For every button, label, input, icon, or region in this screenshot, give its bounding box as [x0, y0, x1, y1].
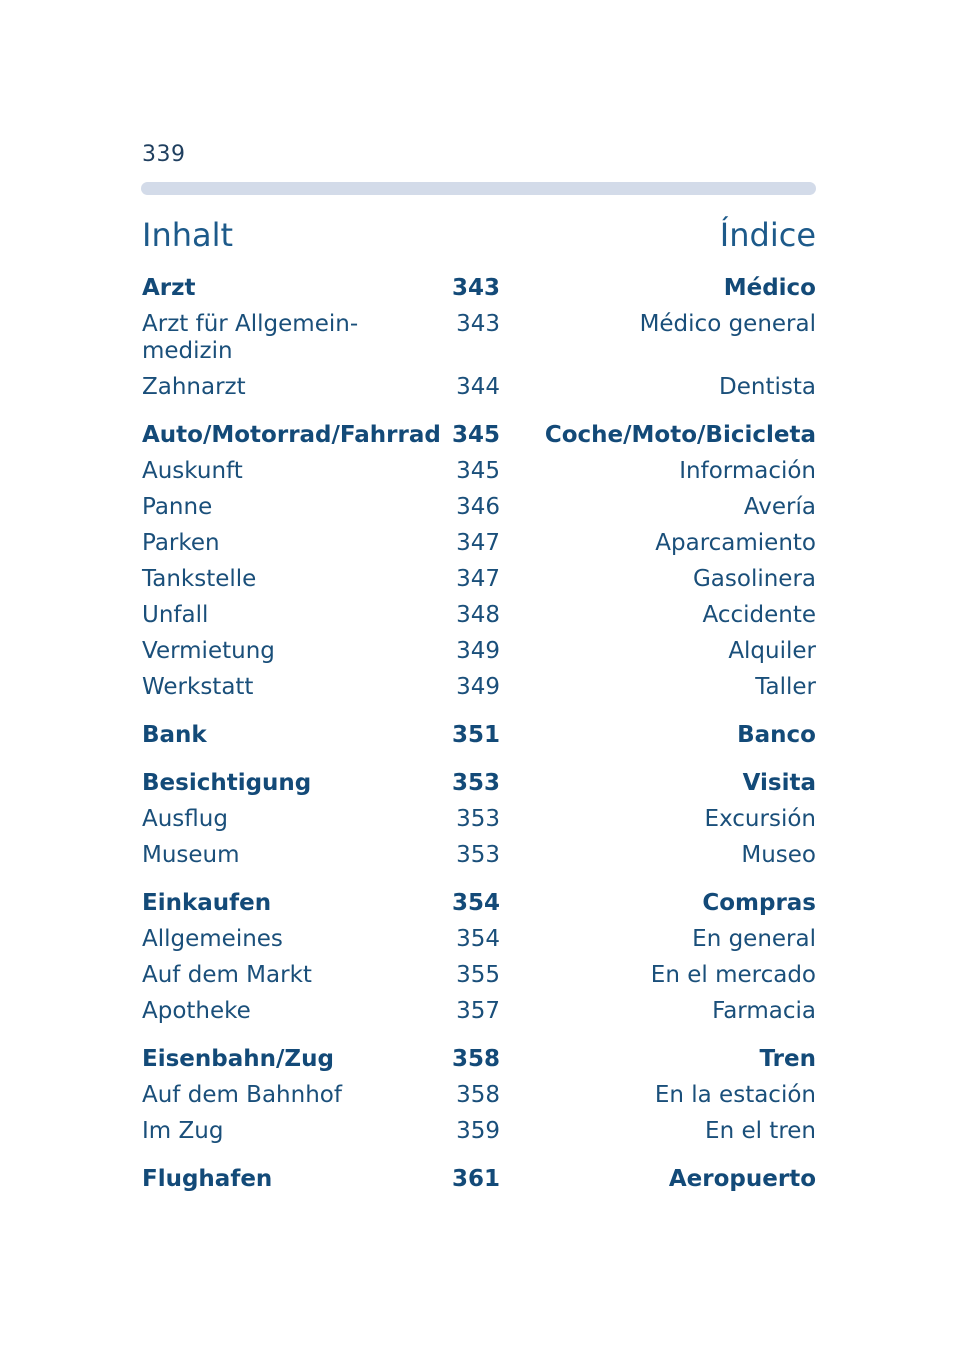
- entry-page-number: 358: [456, 1082, 500, 1108]
- entry-spanish: Aeropuerto: [668, 1166, 816, 1192]
- entry-spanish: Banco: [737, 722, 816, 748]
- header-rule: [141, 182, 816, 195]
- entry-spanish: Museo: [741, 842, 816, 868]
- entry-german: Auto/Motorrad/Fahrrad: [142, 422, 441, 448]
- toc-entry: [142, 311, 816, 374]
- entry-page-number: 348: [456, 602, 500, 628]
- entry-spanish: Avería: [743, 494, 816, 520]
- entry-spanish: Información: [679, 458, 816, 484]
- entry-german: Museum: [142, 842, 240, 868]
- entry-page-number: 346: [456, 494, 500, 520]
- toc-entry: [142, 926, 816, 962]
- entry-page-number: 345: [456, 458, 500, 484]
- toc-section: [142, 722, 816, 758]
- toc-entry: [142, 638, 816, 674]
- entry-german: Unfall: [142, 602, 209, 628]
- entry-german: Eisenbahn/Zug: [142, 1046, 334, 1072]
- toc-section-heading: [142, 275, 816, 311]
- entry-german: Einkaufen: [142, 890, 272, 916]
- table-of-contents: [142, 275, 816, 1214]
- toc-entry: [142, 674, 816, 710]
- heading-german: Inhalt: [142, 216, 234, 254]
- entry-page-number: 354: [451, 890, 500, 916]
- entry-german: Im Zug: [142, 1118, 224, 1144]
- entry-spanish: En la estación: [654, 1082, 816, 1108]
- entry-spanish: Taller: [755, 674, 816, 700]
- entry-spanish: Tren: [759, 1046, 816, 1072]
- toc-entry: [142, 998, 816, 1034]
- toc-entry: [142, 1118, 816, 1154]
- entry-spanish: Farmacia: [712, 998, 816, 1024]
- entry-german: Zahnarzt: [142, 374, 246, 400]
- entry-spanish: En el tren: [705, 1118, 816, 1144]
- toc-entry: [142, 602, 816, 638]
- toc-entry: [142, 962, 816, 998]
- entry-page-number: 361: [451, 1166, 500, 1192]
- entry-page-number: 354: [456, 926, 500, 952]
- entry-page-number: 355: [456, 962, 500, 988]
- toc-section: [142, 1166, 816, 1202]
- entry-german: Panne: [142, 494, 213, 520]
- toc-section: [142, 275, 816, 410]
- toc-entry: [142, 458, 816, 494]
- entry-spanish: Médico general: [639, 311, 816, 337]
- entry-german: Arzt: [142, 275, 196, 301]
- entry-page-number: 353: [456, 842, 500, 868]
- toc-entry: [142, 530, 816, 566]
- entry-german: Bank: [142, 722, 207, 748]
- toc-section: [142, 422, 816, 710]
- toc-section: [142, 1046, 816, 1154]
- entry-spanish: Compras: [702, 890, 816, 916]
- entry-german: Besichtigung: [142, 770, 312, 796]
- toc-section: [142, 770, 816, 878]
- toc-entry: [142, 374, 816, 410]
- entry-spanish: En general: [692, 926, 816, 952]
- entry-german: Vermietung: [142, 638, 275, 664]
- entry-spanish: Dentista: [719, 374, 816, 400]
- entry-spanish: Gasolinera: [692, 566, 816, 592]
- entry-german: Werkstatt: [142, 674, 254, 700]
- entry-spanish: Visita: [742, 770, 816, 796]
- toc-entry: [142, 806, 816, 842]
- toc-section-heading: [142, 1166, 816, 1202]
- heading-spanish: Índice: [719, 216, 816, 254]
- toc-section-heading: [142, 770, 816, 806]
- entry-page-number: 353: [456, 806, 500, 832]
- toc-section-heading: [142, 1046, 816, 1082]
- entry-german: Auf dem Markt: [142, 962, 312, 988]
- entry-page-number: 344: [456, 374, 500, 400]
- entry-spanish: Aparcamiento: [655, 530, 816, 556]
- entry-german: Tankstelle: [142, 566, 257, 592]
- page-number: 339: [142, 142, 186, 167]
- entry-page-number: 351: [451, 722, 500, 748]
- toc-entry: [142, 842, 816, 878]
- entry-page-number: 345: [451, 422, 500, 448]
- entry-german: Apotheke: [142, 998, 251, 1024]
- entry-page-number: 347: [456, 566, 500, 592]
- entry-page-number: 349: [456, 674, 500, 700]
- toc-section-heading: [142, 890, 816, 926]
- entry-spanish: Médico: [723, 275, 816, 301]
- entry-page-number: 353: [451, 770, 500, 796]
- toc-section-heading: [142, 722, 816, 758]
- entry-page-number: 358: [451, 1046, 500, 1072]
- entry-german: Arzt für Allgemein- medizin: [142, 311, 359, 364]
- toc-entry: [142, 494, 816, 530]
- entry-spanish: Accidente: [702, 602, 816, 628]
- toc-section: [142, 890, 816, 1034]
- entry-page-number: 359: [456, 1118, 500, 1144]
- entry-german: Auf dem Bahnhof: [142, 1082, 342, 1108]
- entry-german: Allgemeines: [142, 926, 283, 952]
- entry-spanish: Coche/Moto/Bicicleta: [544, 422, 816, 448]
- entry-spanish: Alquiler: [728, 638, 816, 664]
- entry-page-number: 347: [456, 530, 500, 556]
- entry-spanish: En el mercado: [650, 962, 816, 988]
- entry-page-number: 349: [456, 638, 500, 664]
- toc-section-heading: [142, 422, 816, 458]
- entry-page-number: 343: [456, 311, 500, 337]
- entry-page-number: 357: [456, 998, 500, 1024]
- toc-entry: [142, 566, 816, 602]
- entry-german: Parken: [142, 530, 220, 556]
- entry-spanish: Excursión: [704, 806, 816, 832]
- entry-page-number: 343: [451, 275, 500, 301]
- toc-entry: [142, 1082, 816, 1118]
- entry-german: Flughafen: [142, 1166, 273, 1192]
- entry-german: Auskunft: [142, 458, 243, 484]
- entry-german: Ausflug: [142, 806, 228, 832]
